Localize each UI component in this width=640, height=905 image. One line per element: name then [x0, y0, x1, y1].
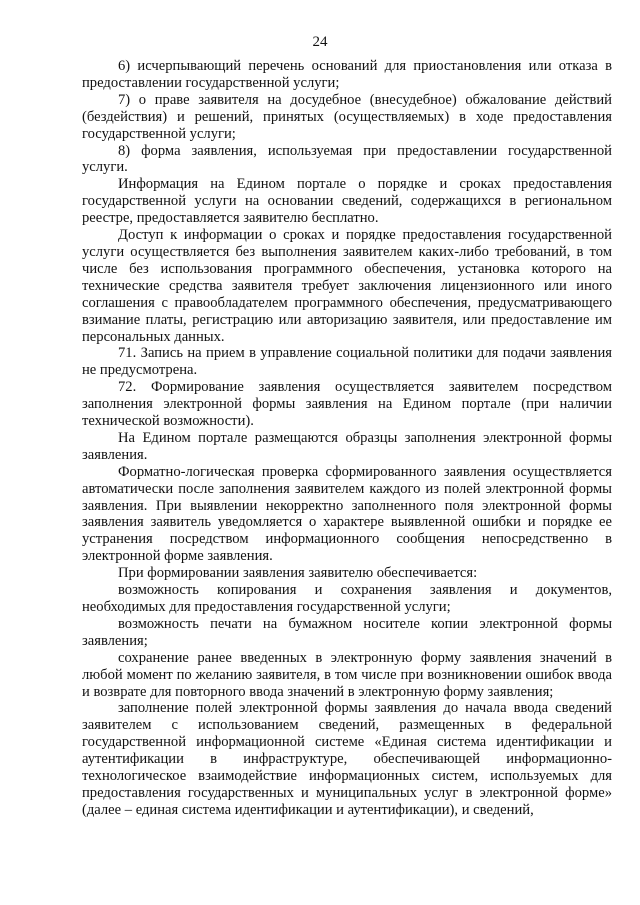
paragraph-format-check: Форматно-логическая проверка сформированного заявления осуществляется автоматически после заполнения заявителем каждого из полей электронной формы заявления. При выявлении некорректно заполненного поля электронной формы заявления заявитель уведомляется о характере выявленной ошибки и порядке ее устранения посредством информационного сообщения непосредственно в электронной форме заявления. [82, 463, 612, 565]
paragraph-access-info: Доступ к информации о сроках и порядке предоставления государственной услуги осуществляется без выполнения заявителем каких-либо требований, в том числе без использования программного обеспечения, установка которого на технические средства заявителя требует заключения лицензионного или иного соглашения с правообладателем программного обеспечения, предусматривающего взимание платы, регистрацию или авторизацию заявителя, или предоставление им персональных данных. [82, 227, 612, 345]
paragraph-72: 72. Формирование заявления осуществляется заявителем посредством заполнения электронной формы заявления на Едином портале (при наличии технической возможности). [82, 379, 612, 430]
paragraph-provided-intro: При формировании заявления заявителю обеспечивается: [118, 565, 478, 582]
paragraph-copy-save: возможность копирования и сохранения заявления и документов, необходимых для предоставления государственной услуги; [82, 582, 612, 615]
paragraph-prefill: заполнение полей электронной формы заявления до начала ввода сведений заявителем с использованием сведений, размещенных в федеральной государственной информационной системе «Единая система идентификации и аутентификации в инфраструктуре, обеспечивающей информационно-технологическое взаимодействие информационных систем, используемых для предоставления государственных и муниципальных услуг в электронной форме» (далее – единая система идентификации и аутентификации), и сведений, [82, 700, 612, 818]
paragraph-item-6: 6) исчерпывающий перечень оснований для приостановления или отказа в предоставлении государственной услуги; [82, 58, 612, 91]
paragraph-saved-values: сохранение ранее введенных в электронную форму заявления значений в любой момент по желанию заявителя, в том числе при возникновении ошибок ввода и возврате для повторного ввода значений в электронную форму заявления; [82, 649, 612, 700]
paragraph-item-7: 7) о праве заявителя на досудебное (внесудебное) обжалование действий (бездействия) и решений, принятых (осуществляемых) в ходе предоставления государственной услуги; [82, 91, 612, 142]
paragraph-item-8: 8) форма заявления, используемая при предоставлении государственной услуги. [82, 142, 612, 176]
page-number: 24 [312, 34, 328, 50]
paragraph-71: 71. Запись на прием в управление социальной политики для подачи заявления не предусмотрена. [82, 345, 612, 379]
paragraph-samples: На Едином портале размещаются образцы заполнения электронной формы заявления. [82, 429, 612, 463]
paragraph-print: возможность печати на бумажном носителе копии электронной формы заявления; [82, 615, 612, 649]
paragraph-portal-info: Информация на Едином портале о порядке и сроках предоставления государственной услуги на основании сведений, содержащихся в региональном реестре, предоставляется заявителю бесплатно. [82, 176, 612, 227]
page-body [82, 58, 612, 819]
